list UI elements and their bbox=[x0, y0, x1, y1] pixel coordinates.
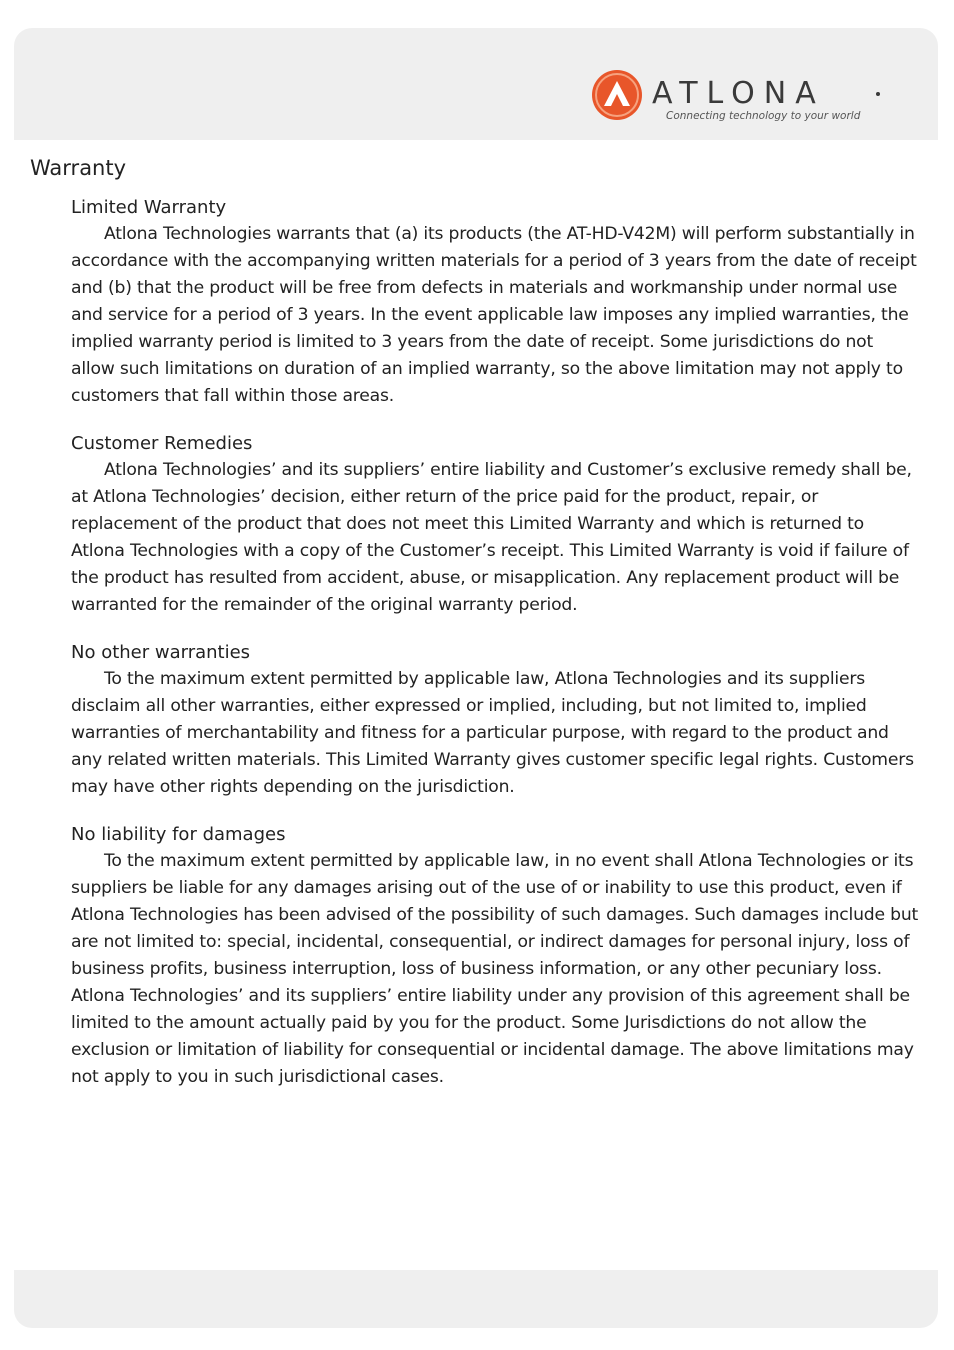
section-title: No liability for damages bbox=[71, 824, 286, 845]
page-title: Warranty bbox=[30, 156, 127, 180]
section-no-liability bbox=[71, 821, 921, 1091]
section-body: Atlona Technologies warrants that (a) its products (the AT-HD-V42M) will perform substantially in accordance with the accompanying written materials for a period of 3 years from the date of receipt and (b) that the product will be free from defects in materials and workmanship under normal use and service for a period of 3 years. In the event applicable law imposes any implied warranties, the implied warranty period is limited to 3 years from the date of receipt. Some jurisdictions do not allow such limitations on duration of an implied warranty, so the above limitation may not apply to customers that fall within those areas. bbox=[71, 224, 917, 406]
footer-band bbox=[14, 1270, 938, 1328]
section-title: No other warranties bbox=[71, 642, 251, 663]
section-body: To the maximum extent permitted by applicable law, Atlona Technologies and its suppliers disclaim all other warranties, either expressed or implied, including, but not limited to, implied warranties of merchantability and fitness for a particular purpose, with regard to the product and any related written materials. This Limited Warranty gives customer specific legal rights. Customers may have other rights depending on the jurisdiction. bbox=[71, 669, 914, 797]
brand-name: ATLONA bbox=[652, 76, 825, 111]
section-title: Limited Warranty bbox=[71, 197, 227, 218]
section-body: To the maximum extent permitted by applicable law, in no event shall Atlona Technologies or its suppliers be liable for any damages arising out of the use of or inability to use this product, even if Atlona Technologies has been advised of the possibility of such damages. Such damages include but are not limited to: special, incidental, consequential, or indirect damages for personal injury, loss of business profits, business interruption, loss of business information, or any other pecuniary loss. Atlona Technologies’ and its suppliers’ entire liability under any provision of this agreement shall be limited to the amount actually paid by you for the product. Some Jurisdictions do not allow the exclusion or limitation of liability for consequential or incidental damage. The above limitations may not apply to you in such jurisdictional cases. bbox=[71, 851, 919, 1087]
atlona-logo-icon bbox=[590, 68, 644, 122]
warranty-content bbox=[71, 194, 921, 1111]
atlona-logo bbox=[590, 68, 890, 128]
section-limited-warranty bbox=[71, 194, 921, 410]
section-body: Atlona Technologies’ and its suppliers’ entire liability and Customer’s exclusive remedy shall be, at Atlona Technologies’ decision, either return of the price paid for the product, repair, or replacement of the product that does not meet this Limited Warranty and which is returned to Atlona Technologies with a copy of the Customer’s receipt. This Limited Warranty is void if failure of the product has resulted from accident, abuse, or misapplication. Any replacement product will be warranted for the remainder of the original warranty period. bbox=[71, 460, 912, 615]
logo-dot bbox=[876, 92, 880, 96]
section-title: Customer Remedies bbox=[71, 433, 253, 454]
brand-tagline: Connecting technology to your world bbox=[666, 110, 861, 122]
section-no-other-warranties bbox=[71, 639, 921, 801]
section-customer-remedies bbox=[71, 430, 921, 619]
